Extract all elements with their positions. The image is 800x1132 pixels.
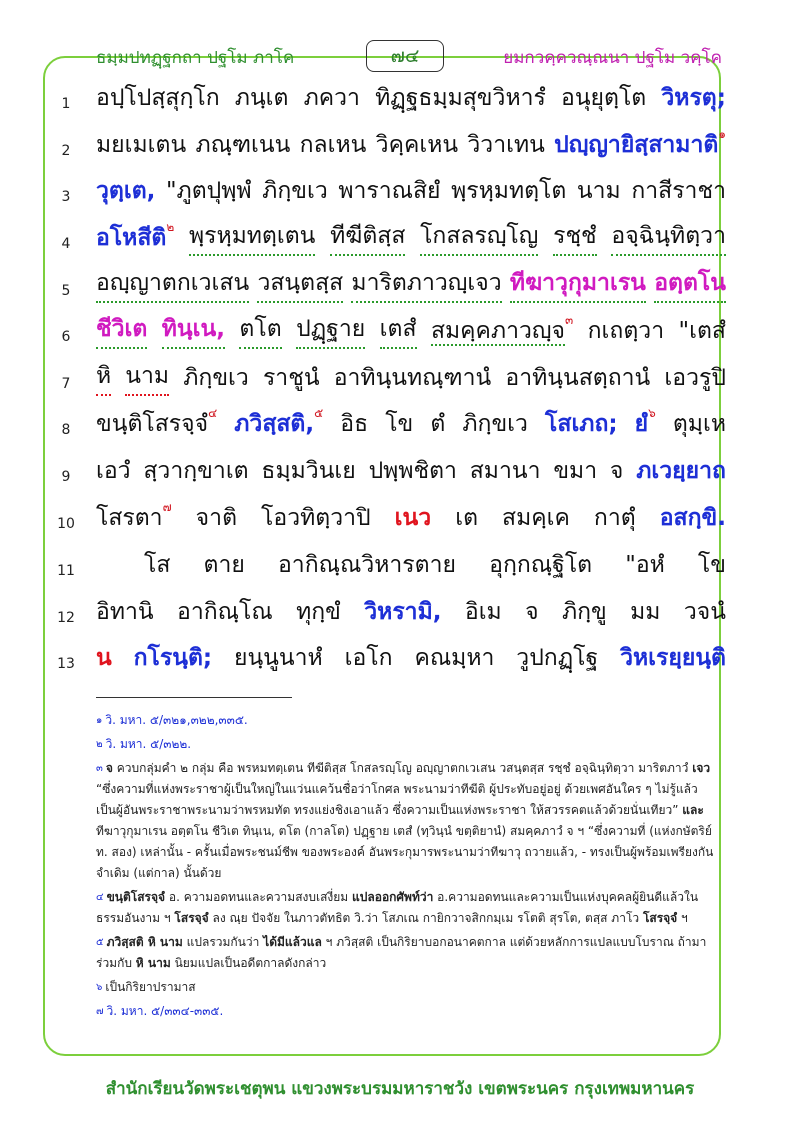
footnote-7 <box>96 1001 721 1022</box>
word-highlight: อโหสีติ <box>96 225 167 251</box>
footnote-term: ภวิสฺสติ หิ นาม <box>106 935 183 949</box>
text-line-4 <box>96 216 726 256</box>
word: เอโก <box>344 645 393 671</box>
word-underlined: ตโต <box>239 311 281 349</box>
word: ขมา <box>553 458 598 484</box>
word: อากิณฺโณ <box>177 599 273 625</box>
line-number: 7 <box>61 376 71 392</box>
footnote-text: ลง ณฺย ปัจจัย ในภาวตัทธิต วิ.ว่า โสภเณ กายิกวาจสิกกมฺเม รโตติ สุรโต, ตสฺส ภาโว <box>208 911 643 925</box>
footnote-divider <box>96 697 292 698</box>
word: ราชูนํ <box>262 365 320 391</box>
word: วิคฺคเหน <box>375 132 459 158</box>
word-underlined: พฺรหฺมทตฺเตน <box>189 218 315 256</box>
footnote-text: วิ. มหา. ๕/๓๓๔-๓๓๕. <box>106 1004 224 1018</box>
footnote-text: ทีฆาวุกุมาเรน อตฺตโน ชีวิเต ทินฺเน, ตโต (กาลโต) ปฏฺฐาย เตสํ (ทฺวินฺนํ ขตฺติยานํ) สมคฺคภาวํ จ ฯ “ซึ่งความที่ (แห่งกษัตริย์ ท. สอง) เหล่านั้น - ครั้นเมื่อพระชนม์ชีพ ของพระองค์ อันพระกุมารพระนามว่าทีฆาวุ ถวายแล้ว, - ทรงเป็นผู้พร้อมเพรียงกัน จำเดิม (แต่กาล) นั้นด้วย <box>96 824 714 880</box>
footnote-ref: ๓ <box>564 313 574 327</box>
line-number: 2 <box>61 143 71 159</box>
word-highlight: โสเภถ; <box>545 411 618 437</box>
footnote-mark: ๑ <box>96 715 103 726</box>
footnote-text: ควบกลุ่มคำ ๒ กลุ่ม คือ พรหมทตฺเตน ทีฆีติสฺส โกสลรญฺโญ อญฺญาตกเวเสน วสนฺตสฺส รชฺชํ อจฺฉินฺทิตฺวา มาริตภาวํ <box>112 761 693 775</box>
word-highlight: ชีวิเต <box>96 311 147 349</box>
word: "เตสํ <box>678 318 726 344</box>
footnote-text: ฯ ภวิสฺสติ เป็นกิริยาบอกอนาคตกาล แต่ด้วยหลักการแปลแบบโบราณ ถ้ามาร่วมกับ <box>96 935 707 970</box>
word-underlined: ปฏฺฐาย <box>296 311 365 349</box>
word-underlined: โกสลรญฺโญ <box>420 218 538 256</box>
word: มยเมเตน <box>96 132 187 158</box>
footnote-term: โสรจฺจํ <box>174 911 209 925</box>
footnote-2 <box>96 734 721 755</box>
word: ภิกฺขู <box>561 599 607 625</box>
word: จาติ <box>195 505 237 531</box>
word: นาม <box>576 178 621 204</box>
footnotes <box>96 710 721 1025</box>
word-highlight: ภวิสฺสติ, <box>234 411 315 437</box>
word: โสรตา <box>96 505 163 531</box>
word: "ภูตปุพฺพํ <box>165 178 252 204</box>
word: โส <box>144 552 171 578</box>
footnote-3 <box>96 758 721 884</box>
word-highlight: กโรนฺติ; <box>133 645 213 671</box>
word: เต <box>455 505 479 531</box>
word-underlined: อจฺฉินฺทิตฺวา <box>611 218 726 256</box>
word: วูปกฏฺโฐ <box>516 645 599 671</box>
word: ธมฺมวินเย <box>261 458 356 484</box>
word: ภนฺเต <box>234 85 289 111</box>
word: โข <box>697 552 726 578</box>
word-highlight: ยํ <box>634 411 649 437</box>
footnote-mark: ๕ <box>96 937 104 948</box>
word-underlined: หิ <box>96 358 111 396</box>
word: เอวํ <box>96 458 131 484</box>
text-line-7 <box>96 356 726 396</box>
text-line-1 <box>96 76 726 116</box>
word: "อหํ <box>625 552 665 578</box>
footnote-5 <box>96 932 721 974</box>
footnote-term: ได้มีแล้วแล <box>263 935 322 949</box>
word-highlight: ทีฆาวุกุมาเรน <box>510 265 646 303</box>
footnote-term: เจว <box>692 761 711 775</box>
word: อาทินฺนสตฺถานํ <box>505 365 651 391</box>
footnote-ref: ๑ <box>718 127 726 141</box>
word: กลเหน <box>299 132 367 158</box>
word: สมคฺเค <box>502 505 570 531</box>
text-line-11 <box>96 543 726 583</box>
word: ภิกฺขเว <box>262 178 328 204</box>
footnote-6 <box>96 977 721 998</box>
word: กาสีราชา <box>631 178 726 204</box>
word: มม <box>630 599 661 625</box>
footnote-term: จ <box>105 761 113 775</box>
text-line-3 <box>96 169 726 209</box>
word: ภิกฺขเว <box>462 411 528 437</box>
word: เอวรูปิ <box>664 365 726 391</box>
word-highlight: วิหเรยฺยนฺติ <box>620 645 726 671</box>
word: ภิกฺขเว <box>183 365 249 391</box>
word: อิธ <box>340 411 369 437</box>
line-number: 12 <box>57 610 75 626</box>
word: วจนํ <box>683 599 726 625</box>
word: ตุมฺเห <box>672 411 726 437</box>
line-number: 11 <box>57 563 75 579</box>
footnote-text: วิ. มหา. ๕/๓๒๑,๓๒๒,๓๓๕. <box>105 713 248 727</box>
word: อนุยุตฺโต <box>561 85 647 111</box>
word: ขนฺติโสรจฺจํ <box>96 411 209 437</box>
word: โอวทิตฺวาปิ <box>261 505 371 531</box>
word: ตาย <box>203 552 245 578</box>
word-highlight: วิหรามิ, <box>364 599 442 625</box>
word-highlight: ภเวยฺยาถ <box>636 458 726 484</box>
word-underlined: รชฺชํ <box>553 218 597 256</box>
footnote-term: แปลออกศัพท์ว่า <box>352 890 434 904</box>
footnote-ref: ๗ <box>162 500 172 514</box>
footnote-text: วิ. มหา. ๕/๓๒๒. <box>105 737 192 751</box>
page-footer: สำนักเรียนวัดพระเชตุพน แขวงพระบรมมหาราชวัง เขตพระนคร กรุงเทพมหานคร <box>105 1079 695 1099</box>
footnote-text: ฯ <box>677 911 688 925</box>
word: อปฺโปสฺสุกฺโก <box>96 85 220 111</box>
footnote-text: แปลรวมกันว่า <box>182 935 264 949</box>
word: โข <box>385 411 414 437</box>
footnote-term: และ <box>682 803 704 817</box>
footnote-mark: ๗ <box>96 1006 104 1017</box>
word: ภณฺฑเนน <box>195 132 291 158</box>
word: อิเม <box>464 599 502 625</box>
word: ทิฏฺฐธมฺมสุขวิหารํ <box>375 85 546 111</box>
footnote-text: เป็นกิริยาปรามาส <box>105 980 196 994</box>
line-number: 5 <box>61 283 71 299</box>
word: ภควา <box>303 85 360 111</box>
word-highlight: ทินฺเน, <box>162 311 225 349</box>
word: พาราณสิยํ <box>338 178 441 204</box>
footnote-mark: ๒ <box>96 739 103 750</box>
word-underlined: นาม <box>125 358 169 396</box>
footnote-ref: ๕ <box>314 406 324 420</box>
footnote-ref: ๖ <box>648 406 656 420</box>
footnote-term: ขนฺติโสรจฺจํ <box>106 890 166 904</box>
word-highlight: น <box>96 645 112 671</box>
footnote-text: อ.ความอดทนและความเป็นแห่งบุคคลผู้ยินดีแล้วในธรรมอันงาม ฯ <box>96 890 699 925</box>
footnote-mark: ๔ <box>96 892 104 903</box>
text-line-8 <box>96 402 726 442</box>
line-number: 6 <box>61 329 71 345</box>
page-number: ๗๔ <box>366 40 444 72</box>
footnote-text: อ. ความอดทนและความสงบเสงี่ยม <box>165 890 353 904</box>
text-line-5 <box>96 263 726 303</box>
word: อากิณฺณวิหารตาย <box>277 552 456 578</box>
word: สมานา <box>469 458 541 484</box>
word-underlined: อญฺญาตกเวเสน <box>96 265 249 303</box>
word-highlight: เนว <box>394 505 432 531</box>
text-line-6 <box>96 309 726 349</box>
word-underlined: ทีฆีติสฺส <box>330 218 405 256</box>
line-number: 13 <box>57 656 75 672</box>
footnote-term: หิ นาม <box>135 956 171 970</box>
word: กาตุํ <box>593 505 636 531</box>
word-underlined: มาริตภาวญฺเจว <box>351 265 501 303</box>
word: ตํ <box>430 411 446 437</box>
word: กเถตฺวา <box>587 318 665 344</box>
word: พฺรหฺมทตฺโต <box>451 178 567 204</box>
footnote-4 <box>96 887 721 929</box>
word-underlined: วสนฺตสฺส <box>257 265 343 303</box>
text-line-13 <box>96 636 726 676</box>
word: อุกฺกณฺฐิโต <box>489 552 593 578</box>
word: คณมฺหา <box>414 645 495 671</box>
word: วิวาเทน <box>467 132 545 158</box>
footnote-term: โสรจฺจํ <box>642 911 678 925</box>
line-number: 10 <box>57 516 75 532</box>
word: สฺวากฺขาเต <box>143 458 249 484</box>
word: ทุกฺขํ <box>296 599 341 625</box>
text-line-12 <box>96 590 726 630</box>
header-book-title: ธมฺมปทฏฺฐกถา ปฐโม ภาโค <box>96 48 295 68</box>
footnote-ref: ๔ <box>208 406 218 420</box>
footnote-text: นิยมแปลเป็นอดีตกาลดังกล่าว <box>170 956 327 970</box>
line-number: 8 <box>61 422 71 438</box>
word-highlight: วุตฺเต, <box>96 178 156 204</box>
word: ปพฺพชิตา <box>368 458 457 484</box>
word: จ <box>525 599 539 625</box>
line-number: 4 <box>61 236 71 252</box>
word-highlight: วิหรตุ; <box>661 85 726 111</box>
footnote-text: “ซึ่งความที่แห่งพระราชาผู้เป็นใหญ่ในแว่นแคว้นชื่อว่าโกศล พระนามว่าทีฆีติ ผู้ประทับอยู่อยู่ ด้วยเพศอันใคร ๆ ไม่รู้แล้ว เป็นผู้อันพระราชาพระนามว่าพรหมทัต ทรงแย่งชิงเอาแล้ว ซึ่งความเป็นแห่งพระราชา ให้สวรรคตแล้วด้วยนั่นเทียว” <box>96 782 698 817</box>
line-number: 3 <box>61 189 71 205</box>
word-highlight: อตฺตโน <box>654 265 726 303</box>
word-highlight: อสกฺขิ. <box>659 505 726 531</box>
footnote-ref: ๒ <box>166 220 175 234</box>
footnote-1 <box>96 710 721 731</box>
footnote-mark: ๓ <box>96 763 103 774</box>
footnote-mark: ๖ <box>96 982 103 993</box>
text-line-9 <box>96 449 726 489</box>
line-number: 9 <box>61 469 71 485</box>
word-underlined: สมคฺคภาวญฺจ <box>430 318 565 344</box>
word: อิทานิ <box>96 599 154 625</box>
word: ยนฺนูนาหํ <box>233 645 323 671</box>
word-underlined: เตสํ <box>380 311 417 349</box>
word: อาทินฺนทณฺฑานํ <box>333 365 492 391</box>
word: จ <box>609 458 624 484</box>
word-highlight: ปญฺญายิสฺสามาติ <box>554 132 719 158</box>
line-number: 1 <box>61 96 71 112</box>
text-line-10 <box>96 496 726 536</box>
text-line-2 <box>96 123 726 163</box>
header-chapter-title: ยมกวคฺควณฺณนา ปฐโม วคฺโค <box>503 48 722 68</box>
